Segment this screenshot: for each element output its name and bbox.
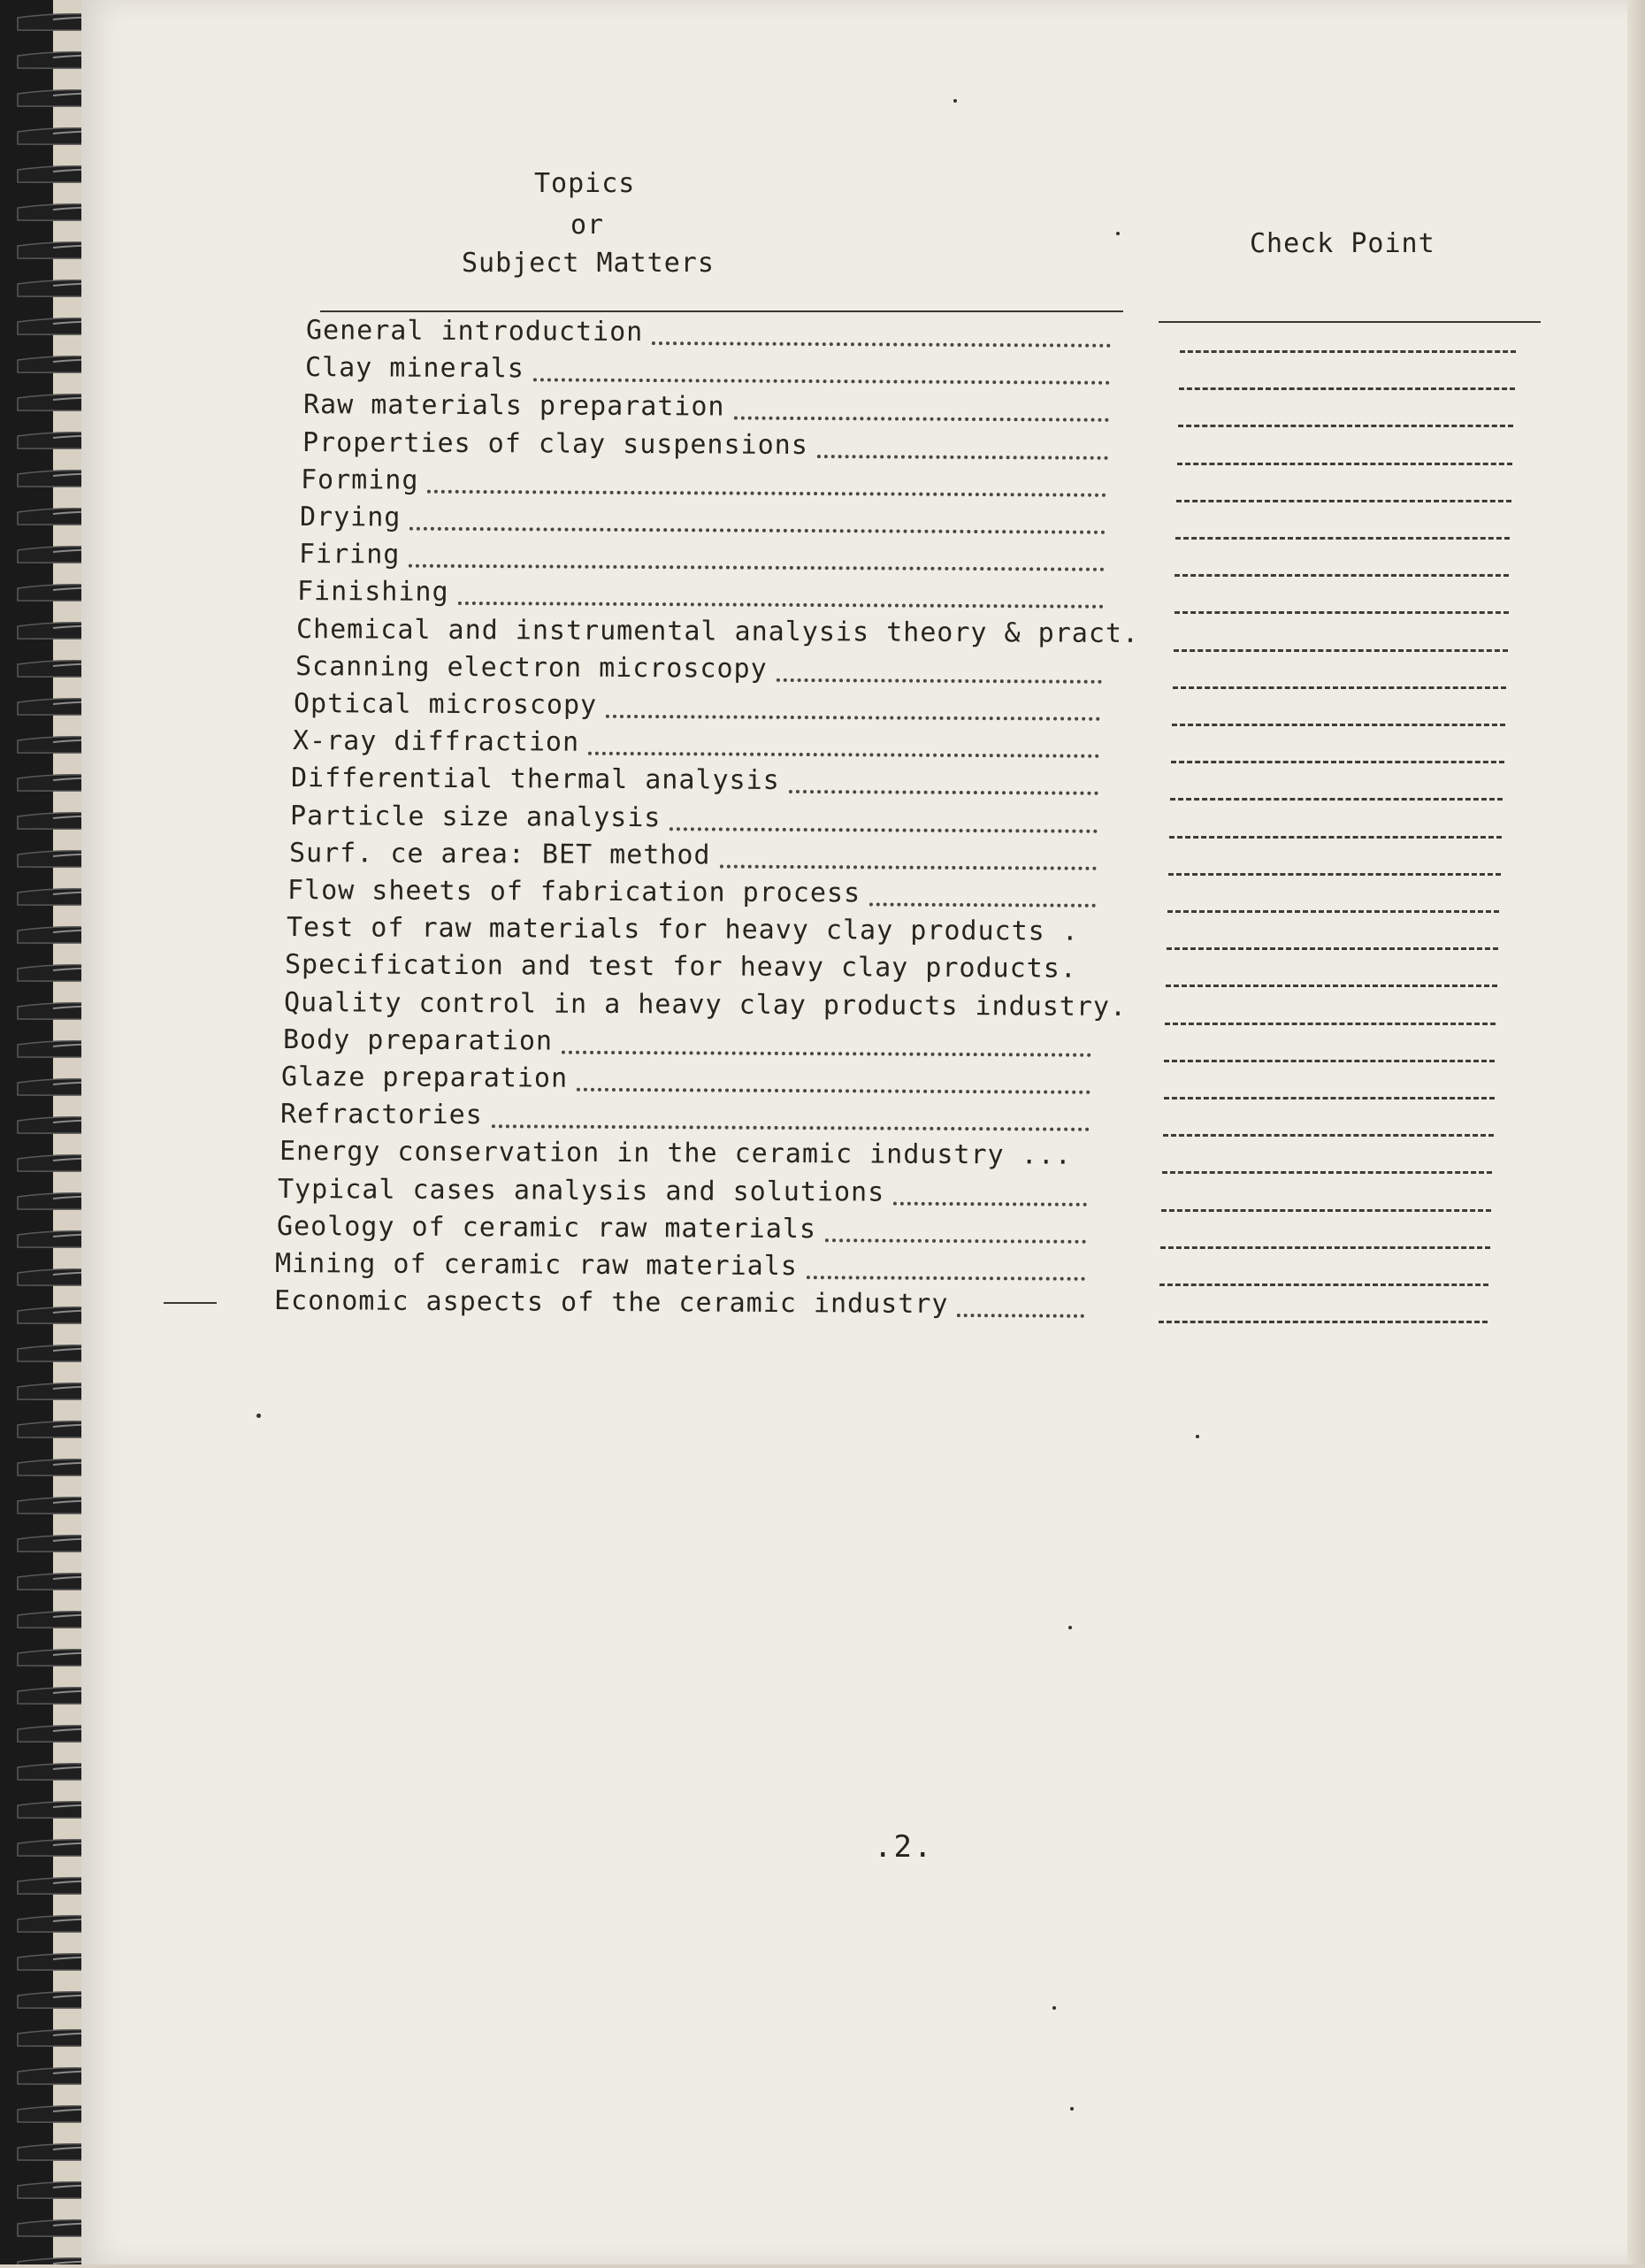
topic-row — [280, 1099, 1095, 1138]
check-point-blank — [1159, 1321, 1488, 1323]
topic-label: Economic aspects of the ceramic industry — [273, 1285, 949, 1320]
topic-label: Optical microscopy — [293, 688, 598, 721]
topic-row — [283, 987, 1128, 1027]
topic-row — [287, 912, 1100, 952]
topics-heading-line2: or — [570, 210, 605, 241]
topic-label: Test of raw materials for heavy clay products . — [286, 912, 1079, 947]
topic-row — [289, 838, 1102, 877]
topic-row — [299, 539, 1110, 578]
dot-leader — [893, 1183, 1087, 1207]
topic-label: Chemical and instrumental analysis theory & pract. — [295, 614, 1140, 649]
check-point-blank — [1176, 500, 1511, 502]
dot-leader — [869, 883, 1096, 907]
dot-leader — [562, 1031, 1091, 1057]
dot-leader — [957, 1294, 1084, 1318]
topic-row — [295, 651, 1107, 691]
check-point-blank — [1174, 611, 1509, 614]
dot-leader — [777, 659, 1102, 684]
dot-leader — [807, 1256, 1085, 1281]
topic-label: X-ray diffraction — [292, 725, 580, 758]
check-point-blank — [1175, 537, 1510, 540]
check-point-blank — [1180, 350, 1516, 353]
topic-label: Refractories — [279, 1099, 483, 1131]
check-point-blank — [1160, 1246, 1490, 1249]
dot-leader — [409, 508, 1106, 534]
check-point-blank — [1179, 387, 1515, 390]
dot-leader — [789, 770, 1098, 795]
check-point-blank — [1172, 724, 1505, 726]
check-point-blank — [1159, 1283, 1488, 1286]
check-point-blank — [1177, 463, 1512, 465]
topic-row — [295, 614, 1140, 654]
topic-row — [287, 875, 1101, 915]
speck — [1116, 232, 1120, 235]
topic-label: Geology of ceramic raw materials — [276, 1211, 817, 1245]
margin-mark — [164, 1302, 217, 1304]
topic-label: Clay minerals — [304, 352, 524, 385]
check-point-blank — [1169, 836, 1502, 839]
topic-label: Scanning electron microscopy — [295, 651, 768, 685]
speck — [1070, 2107, 1074, 2111]
topic-row — [302, 427, 1113, 467]
topic-label: Properties of clay suspensions — [302, 427, 808, 461]
check-point-blank — [1166, 985, 1497, 987]
topic-row — [301, 464, 1112, 504]
check-point-blank — [1168, 873, 1501, 876]
topic-label: Forming — [300, 464, 419, 496]
topic-label: Quality control in a heavy clay products industry. — [283, 987, 1128, 1023]
check-point-blank — [1164, 1060, 1495, 1062]
dot-leader — [825, 1219, 1086, 1244]
dot-leader — [733, 397, 1109, 422]
topic-label: General introduction — [305, 315, 644, 348]
dot-leader — [427, 471, 1106, 497]
topic-label: Mining of ceramic raw materials — [274, 1248, 799, 1283]
topic-label: Typical cases analysis and solutions — [277, 1174, 885, 1208]
check-point-blank — [1174, 649, 1508, 652]
speck — [1068, 1626, 1072, 1629]
dot-leader — [652, 322, 1111, 348]
check-point-blank — [1173, 686, 1506, 689]
topic-row — [305, 352, 1115, 392]
check-point-blank — [1170, 798, 1503, 801]
topic-label: Finishing — [296, 576, 449, 608]
topic-row — [297, 576, 1109, 616]
topic-row — [274, 1285, 1090, 1325]
dot-leader — [533, 358, 1110, 384]
dot-leader — [492, 1105, 1090, 1131]
topic-row — [277, 1211, 1091, 1251]
topic-row — [279, 1136, 1094, 1176]
check-point-blank — [1164, 1097, 1495, 1100]
topic-row — [278, 1174, 1092, 1214]
check-point-blank — [1162, 1171, 1492, 1174]
topic-row — [283, 1024, 1097, 1064]
topics-heading-line3: Subject Matters — [462, 248, 715, 279]
dot-leader — [588, 732, 1099, 758]
speck — [256, 1414, 261, 1418]
dot-leader — [817, 435, 1108, 460]
topic-label: Drying — [299, 502, 402, 533]
topic-label: Flow sheets of fabrication process — [287, 875, 861, 909]
topic-row — [303, 389, 1114, 429]
topics-heading-line1: Topics — [534, 168, 636, 199]
topic-row — [306, 315, 1116, 355]
dot-leader — [719, 846, 1097, 870]
dot-leader — [577, 1069, 1090, 1094]
topic-row — [285, 949, 1098, 989]
topic-row — [294, 688, 1106, 728]
check-point-blank — [1163, 1134, 1494, 1137]
check-point-blank — [1171, 761, 1504, 763]
topic-row — [275, 1248, 1090, 1288]
check-point-blank — [1161, 1209, 1491, 1212]
topic-label: Body preparation — [282, 1024, 554, 1057]
speck — [1052, 2006, 1056, 2010]
check-point-blank — [1165, 1023, 1496, 1025]
speck — [953, 99, 957, 103]
check-point-heading: Check Point — [1250, 228, 1435, 259]
dot-leader — [409, 545, 1105, 571]
topic-row — [290, 801, 1103, 840]
topic-label: Particle size analysis — [289, 801, 662, 834]
topic-label: Glaze preparation — [280, 1061, 569, 1094]
topic-row — [300, 502, 1111, 541]
dot-leader — [669, 808, 1098, 833]
check-point-blank — [1167, 910, 1499, 913]
topic-row — [293, 725, 1105, 765]
check-point-blank — [1167, 947, 1498, 950]
dot-leader — [457, 582, 1104, 609]
topic-label: Surf. ce area: BET method — [288, 838, 711, 871]
speck — [1196, 1435, 1199, 1438]
topic-label: Firing — [298, 539, 401, 571]
topic-label: Differential thermal analysis — [290, 762, 780, 796]
topic-label: Raw materials preparation — [302, 389, 725, 423]
topic-row — [281, 1061, 1096, 1101]
topic-label: Energy conservation in the ceramic industry ... — [279, 1136, 1072, 1171]
page-number: .2. — [874, 1829, 934, 1865]
dot-leader — [606, 695, 1100, 721]
topic-label: Specification and test for heavy clay products. — [284, 949, 1077, 985]
topic-row — [291, 762, 1104, 802]
check-point-blank — [1178, 425, 1513, 427]
check-point-blank — [1174, 574, 1509, 577]
